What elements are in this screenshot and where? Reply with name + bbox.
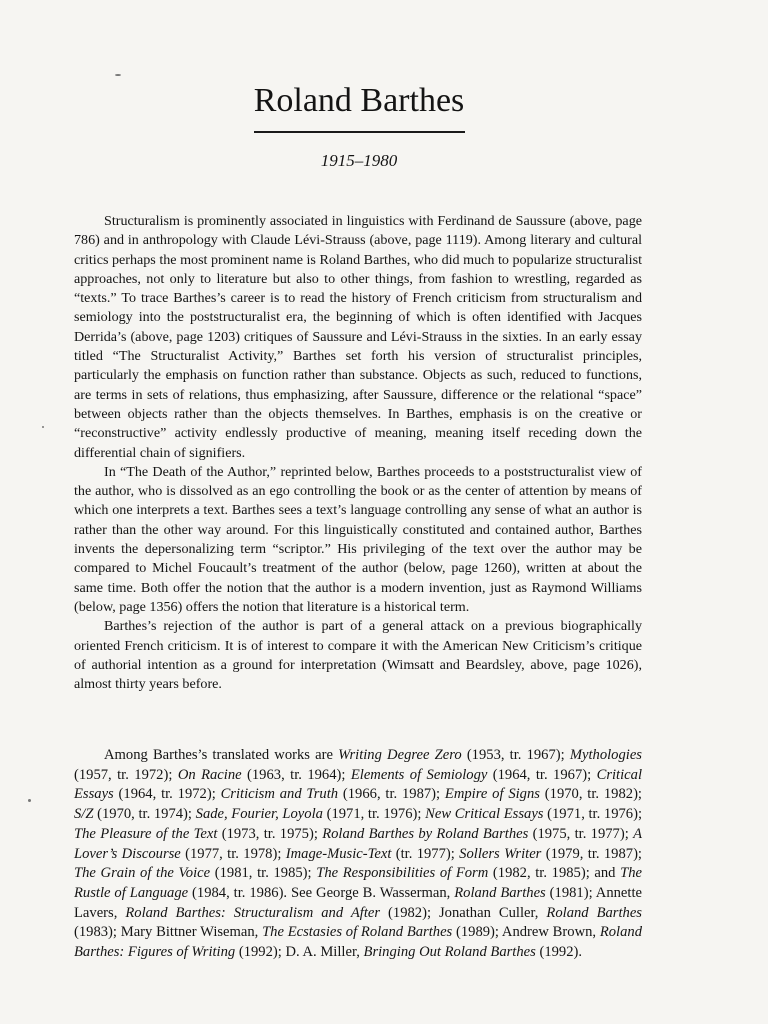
work-title: A Lover’s Discourse xyxy=(74,825,642,862)
work-title: Image-Music-Text xyxy=(285,845,392,862)
work-title: The Responsibilities of Form xyxy=(316,865,489,882)
work-title: Mythologies xyxy=(569,747,642,763)
bibliography-text: (1981, tr. 1985); xyxy=(210,865,317,882)
bibliography-text: (1982, tr. 1985); and xyxy=(488,865,621,882)
work-title: The Ecstasies of Roland Barthes xyxy=(262,924,453,941)
bibliography-text: (1982); Jonathan Culler, xyxy=(380,904,547,921)
work-title: Bringing Out Roland Barthes xyxy=(363,944,536,961)
work-title: The Rustle of Language xyxy=(74,865,642,901)
bibliography-text: (1957, tr. 1972); xyxy=(74,766,178,783)
bibliography-text: (1963, tr. 1964); xyxy=(241,766,351,783)
bibliography-text: (1970, tr. 1982); xyxy=(539,786,642,803)
life-dates: 1915–1980 xyxy=(320,151,398,170)
bibliography-paragraph xyxy=(74,746,642,963)
work-title: Roland Barthes: Structuralism and After xyxy=(125,904,381,921)
work-title: Critical Essays xyxy=(74,766,642,803)
scan-speck xyxy=(115,74,121,76)
work-title: Empire of Signs xyxy=(444,786,540,803)
title-rule xyxy=(254,131,465,133)
bibliography-text: (1989); Andrew Brown, xyxy=(452,924,600,941)
work-title: Roland Barthes by Roland Barthes xyxy=(322,825,529,842)
paragraph-death-of-author: In “The Death of the Author,” reprinted below, Barthes proceeds to a poststructuralist view of the author, who is dissolved as an ego controlling the book or as the center of attention by means of which one interprets a text. Barthes sees a text’s language controlling any sense of what an author is rather than the other way around. For this linguistically constituted and contained author, Barthes invents the depersonalizing term “scriptor.” His privileging of the text over the author may be compared to Michel Foucault’s treatment of the author (below, page 1260), written at about the same time. Both offer the notion that the author is a modern invention, just as Raymond Williams (below, page 1356) offers the notion that literature is a historical term. xyxy=(74,463,642,615)
bibliography-text: Among Barthes’s translated works are xyxy=(104,747,339,763)
bibliography-text: (1971, tr. 1976); xyxy=(322,806,426,823)
paragraph-rejection-of-author: Barthes’s rejection of the author is part of a general attack on a previous biographically oriented French criticism. It is of interest to compare it with the American New Criticism’s critique of authorial intention as a ground for interpretation (Wimsatt and Beardsley, above, page 1026), almost thirty years before. xyxy=(74,618,642,693)
bibliography-text: (1977, tr. 1978); xyxy=(180,845,286,862)
scan-speck xyxy=(28,799,31,802)
work-title: Roland Barthes xyxy=(546,904,642,921)
work-title: The Pleasure of the Text xyxy=(74,825,218,842)
bibliography-text: (1964, tr. 1972); xyxy=(113,786,221,803)
work-title: Roland Barthes xyxy=(454,884,546,901)
work-title: Sollers Writer xyxy=(459,845,542,862)
work-title: Sade, Fourier, Loyola xyxy=(195,806,323,823)
bibliography-text: (1970, tr. 1974); xyxy=(93,806,196,823)
bibliography-text: (1971, tr. 1976); xyxy=(543,806,643,823)
work-title: The Grain of the Voice xyxy=(74,865,211,882)
work-title: Criticism and Truth xyxy=(220,786,339,803)
work-title: S/Z xyxy=(74,806,94,823)
bibliography-text: (1979, tr. 1987); xyxy=(541,845,642,862)
bibliography-text: (1984, tr. 1986). See George B. Wasserman, xyxy=(188,884,455,901)
bibliography-text: (1953, tr. 1967); xyxy=(461,747,570,763)
paragraph-structuralism: Structuralism is prominently associated in linguistics with Ferdinand de Saussure (above, page 786) and in anthropology with Claude Lévi-Strauss (above, page 1119). Among literary and cultural critics perhaps the most prominent name is Roland Barthes, who did much to popularize structuralist approaches, not only to literature but also to other things, from fashion to wrestling, regarded as “texts.” To trace Barthes’s career is to read the history of French criticism from structuralism and semiology into the poststructuralist era, the beginning of which is often identified with Jacques Derrida’s (above, page 1203) critiques of Saussure and Lévi-Strauss in the sixties. In an early essay titled “The Structuralist Activity,” Barthes set forth his version of structuralist principles, particularly the emphasis on function rather than substance. Objects as such, reduced to functions, are terms in sets of relations, thus emphasizing, after Saussure, difference or the relational “space” between objects rather than the objects themselves. In Barthes, emphasis is on the creative or “reconstructive” activity endlessly productive of meaning, meaning itself receding down the differential chain of signifiers. xyxy=(74,213,642,461)
introduction xyxy=(74,212,642,694)
bibliography-text: (1966, tr. 1987); xyxy=(338,786,445,803)
bibliography-text: (1964, tr. 1967); xyxy=(487,766,597,783)
work-title: Writing Degree Zero xyxy=(338,747,462,763)
work-title: Roland Barthes: Figures of Writing xyxy=(74,924,642,961)
bibliography-text: (1981); Annette Lavers, xyxy=(74,884,642,921)
bibliography-text: (1975, tr. 1977); xyxy=(528,825,634,842)
scan-speck xyxy=(42,426,44,428)
bibliography-text: (1973, tr. 1975); xyxy=(217,825,323,842)
bibliography-text: (1983); Mary Bittner Wiseman, xyxy=(74,924,263,941)
page-title: Roland Barthes xyxy=(253,82,465,119)
bibliography-text: (1992); D. A. Miller, xyxy=(235,944,364,961)
bibliography-text: (tr. 1977); xyxy=(391,845,460,862)
work-title: New Critical Essays xyxy=(425,806,544,823)
bibliography-text: (1992). xyxy=(535,944,583,961)
work-title: On Racine xyxy=(177,766,242,783)
work-title: Elements of Semiology xyxy=(350,766,488,783)
